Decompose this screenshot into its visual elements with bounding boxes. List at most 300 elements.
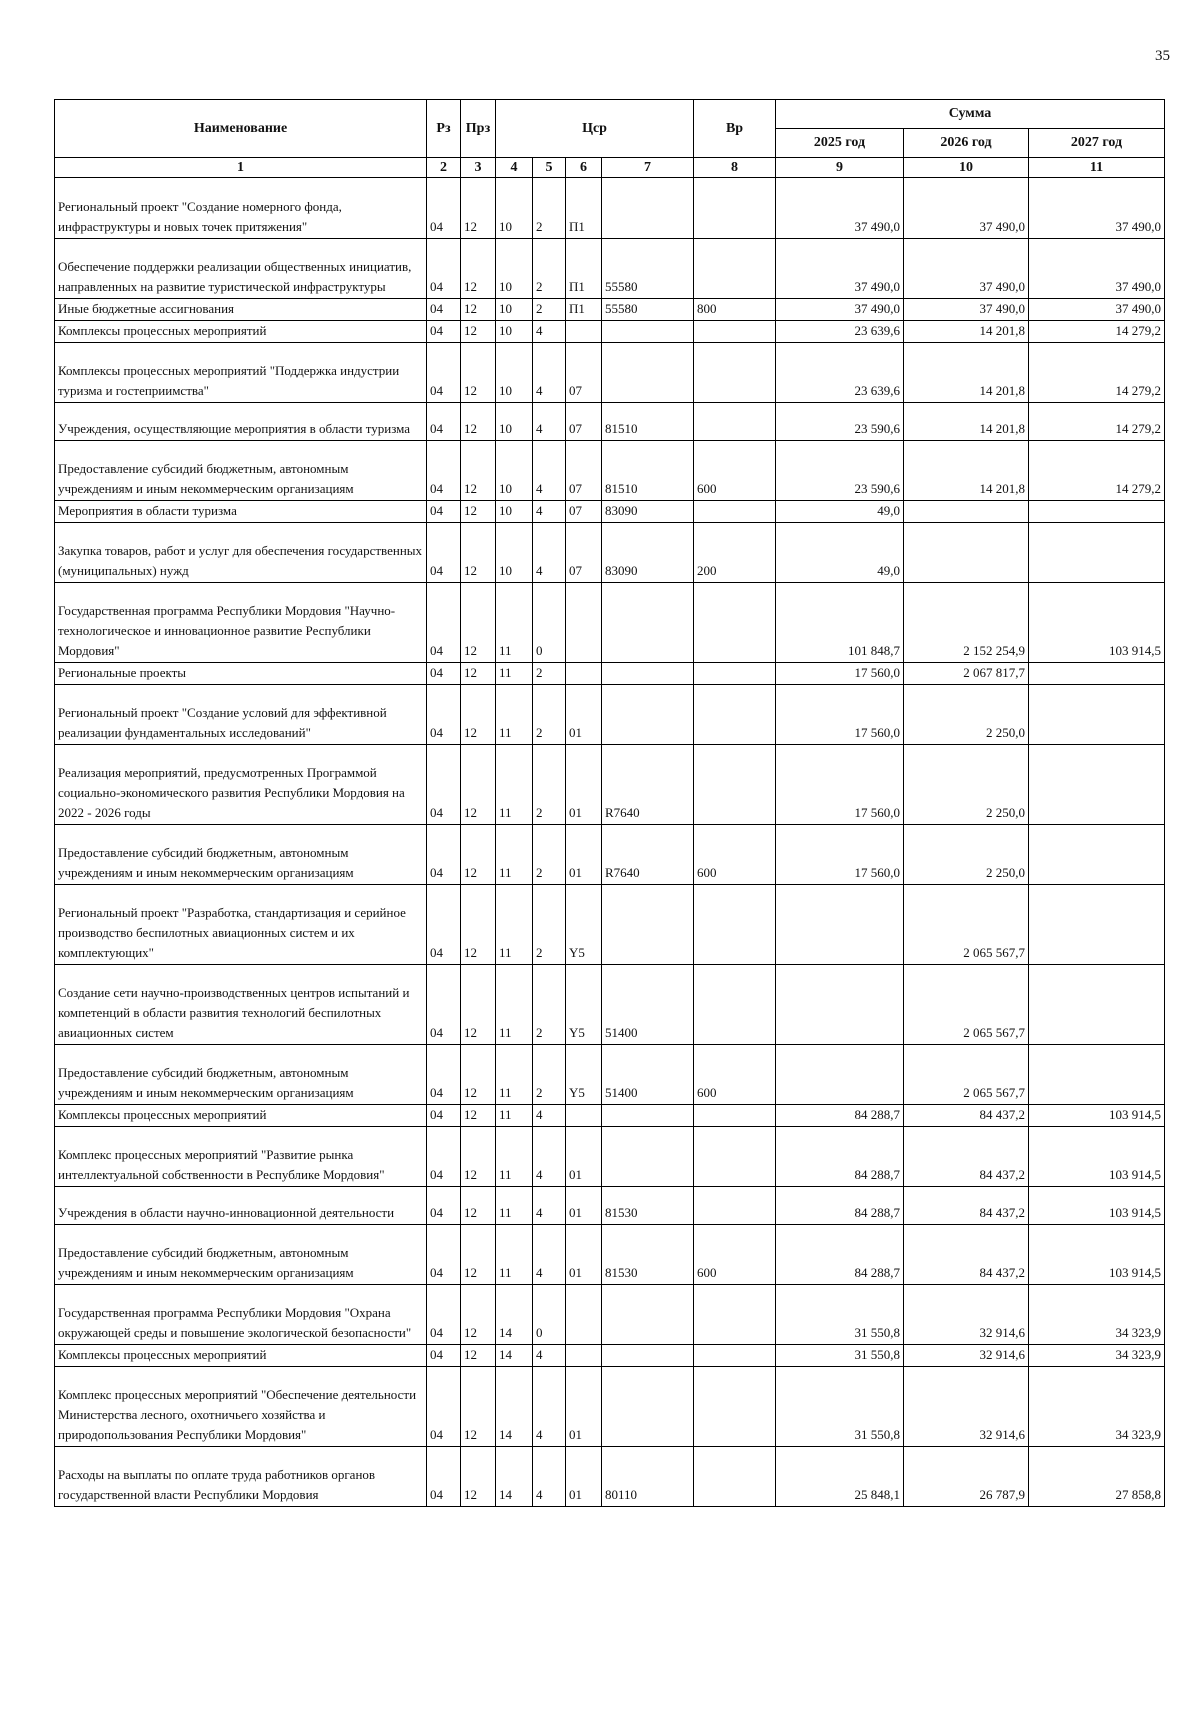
row-prz: 12 bbox=[461, 745, 496, 825]
row-c4: 10 bbox=[496, 403, 533, 441]
row-vr bbox=[694, 745, 776, 825]
row-name: Государственная программа Республики Мордовия "Научно-технологическое и инновационное развитие Республики Мордовия" bbox=[55, 583, 427, 663]
row-y2026: 84 437,2 bbox=[904, 1187, 1029, 1225]
row-c7: 83090 bbox=[602, 501, 694, 523]
row-vr bbox=[694, 965, 776, 1045]
row-c7 bbox=[602, 583, 694, 663]
row-c5: 2 bbox=[533, 685, 566, 745]
row-y2026 bbox=[904, 523, 1029, 583]
row-rz: 04 bbox=[427, 663, 461, 685]
row-y2026: 14 201,8 bbox=[904, 343, 1029, 403]
row-name: Комплексы процессных мероприятий bbox=[55, 1345, 427, 1367]
row-c6: 07 bbox=[566, 523, 602, 583]
row-vr bbox=[694, 1447, 776, 1507]
row-c7: 81530 bbox=[602, 1187, 694, 1225]
row-c6: 01 bbox=[566, 1447, 602, 1507]
row-y2026: 2 065 567,7 bbox=[904, 965, 1029, 1045]
row-name: Предоставление субсидий бюджетным, автономным учреждениям и иным некоммерческим организациям bbox=[55, 441, 427, 501]
row-y2027: 37 490,0 bbox=[1029, 178, 1165, 239]
row-c6: 01 bbox=[566, 745, 602, 825]
row-y2025: 101 848,7 bbox=[776, 583, 904, 663]
row-y2026: 2 152 254,9 bbox=[904, 583, 1029, 663]
row-name: Региональные проекты bbox=[55, 663, 427, 685]
row-vr: 600 bbox=[694, 441, 776, 501]
row-y2027: 14 279,2 bbox=[1029, 321, 1165, 343]
row-prz: 12 bbox=[461, 403, 496, 441]
row-vr: 600 bbox=[694, 825, 776, 885]
row-rz: 04 bbox=[427, 1285, 461, 1345]
table-row bbox=[55, 1285, 1165, 1345]
row-name: Предоставление субсидий бюджетным, автономным учреждениям и иным некоммерческим организациям bbox=[55, 1045, 427, 1105]
row-name: Предоставление субсидий бюджетным, автономным учреждениям и иным некоммерческим организациям bbox=[55, 825, 427, 885]
table-row bbox=[55, 685, 1165, 745]
row-vr: 800 bbox=[694, 299, 776, 321]
row-name: Комплексы процессных мероприятий "Поддержка индустрии туризма и гостеприимства" bbox=[55, 343, 427, 403]
row-y2027 bbox=[1029, 885, 1165, 965]
column-number: 2 bbox=[427, 158, 461, 178]
row-c4: 10 bbox=[496, 321, 533, 343]
row-c4: 14 bbox=[496, 1367, 533, 1447]
row-rz: 04 bbox=[427, 523, 461, 583]
row-c4: 14 bbox=[496, 1285, 533, 1345]
row-y2025: 31 550,8 bbox=[776, 1345, 904, 1367]
row-rz: 04 bbox=[427, 885, 461, 965]
row-y2027: 14 279,2 bbox=[1029, 403, 1165, 441]
row-name: Комплекс процессных мероприятий "Развитие рынка интеллектуальной собственности в Республике Мордовия" bbox=[55, 1127, 427, 1187]
header-year-2027: 2027 год bbox=[1029, 129, 1165, 158]
table-row bbox=[55, 1045, 1165, 1105]
table-row bbox=[55, 321, 1165, 343]
row-y2026: 84 437,2 bbox=[904, 1127, 1029, 1187]
row-rz: 04 bbox=[427, 403, 461, 441]
row-c6: 07 bbox=[566, 403, 602, 441]
row-c7: 81510 bbox=[602, 441, 694, 501]
row-c6 bbox=[566, 1345, 602, 1367]
row-c6: 07 bbox=[566, 343, 602, 403]
table-row bbox=[55, 523, 1165, 583]
row-vr bbox=[694, 583, 776, 663]
row-c6: Y5 bbox=[566, 885, 602, 965]
row-c5: 4 bbox=[533, 1225, 566, 1285]
header-rz: Рз bbox=[427, 100, 461, 158]
row-c7 bbox=[602, 1127, 694, 1187]
row-c5: 2 bbox=[533, 745, 566, 825]
row-prz: 12 bbox=[461, 343, 496, 403]
row-y2025: 23 590,6 bbox=[776, 441, 904, 501]
row-y2026: 84 437,2 bbox=[904, 1105, 1029, 1127]
row-c5: 2 bbox=[533, 825, 566, 885]
row-c5: 4 bbox=[533, 501, 566, 523]
column-number: 7 bbox=[602, 158, 694, 178]
table-body bbox=[55, 178, 1165, 1507]
row-rz: 04 bbox=[427, 1345, 461, 1367]
table-row bbox=[55, 1345, 1165, 1367]
row-y2026: 37 490,0 bbox=[904, 178, 1029, 239]
row-y2025: 37 490,0 bbox=[776, 178, 904, 239]
table-row bbox=[55, 441, 1165, 501]
row-y2026: 37 490,0 bbox=[904, 299, 1029, 321]
row-y2027 bbox=[1029, 1045, 1165, 1105]
row-vr bbox=[694, 663, 776, 685]
row-name: Учреждения, осуществляющие мероприятия в области туризма bbox=[55, 403, 427, 441]
row-c6: Y5 bbox=[566, 1045, 602, 1105]
column-numbers-row bbox=[55, 158, 1165, 178]
row-y2027: 34 323,9 bbox=[1029, 1367, 1165, 1447]
row-name: Реализация мероприятий, предусмотренных Программой социально-экономического развития Республики Мордовия на 2022 - 2026 годы bbox=[55, 745, 427, 825]
row-vr bbox=[694, 343, 776, 403]
row-c4: 11 bbox=[496, 583, 533, 663]
column-number: 1 bbox=[55, 158, 427, 178]
row-y2027 bbox=[1029, 745, 1165, 825]
row-y2026: 2 250,0 bbox=[904, 825, 1029, 885]
table-row bbox=[55, 343, 1165, 403]
row-vr bbox=[694, 1345, 776, 1367]
row-y2027: 103 914,5 bbox=[1029, 1105, 1165, 1127]
row-c4: 10 bbox=[496, 239, 533, 299]
row-c6 bbox=[566, 1105, 602, 1127]
row-y2027 bbox=[1029, 685, 1165, 745]
row-prz: 12 bbox=[461, 1225, 496, 1285]
row-y2027 bbox=[1029, 501, 1165, 523]
row-y2026: 2 065 567,7 bbox=[904, 885, 1029, 965]
row-y2025: 31 550,8 bbox=[776, 1367, 904, 1447]
row-c6: 01 bbox=[566, 1187, 602, 1225]
budget-table bbox=[54, 99, 1165, 1507]
row-c7: 51400 bbox=[602, 965, 694, 1045]
row-c5: 2 bbox=[533, 965, 566, 1045]
table-row bbox=[55, 501, 1165, 523]
row-y2027 bbox=[1029, 663, 1165, 685]
row-prz: 12 bbox=[461, 523, 496, 583]
row-y2026: 32 914,6 bbox=[904, 1345, 1029, 1367]
row-y2025: 25 848,1 bbox=[776, 1447, 904, 1507]
row-rz: 04 bbox=[427, 1225, 461, 1285]
row-y2025: 17 560,0 bbox=[776, 745, 904, 825]
row-y2027: 103 914,5 bbox=[1029, 583, 1165, 663]
row-rz: 04 bbox=[427, 239, 461, 299]
row-c6: П1 bbox=[566, 299, 602, 321]
row-prz: 12 bbox=[461, 1447, 496, 1507]
row-c7: R7640 bbox=[602, 825, 694, 885]
header-prz: Прз bbox=[461, 100, 496, 158]
row-c5: 0 bbox=[533, 1285, 566, 1345]
row-c6: 01 bbox=[566, 825, 602, 885]
row-c7: 81510 bbox=[602, 403, 694, 441]
row-prz: 12 bbox=[461, 1285, 496, 1345]
row-rz: 04 bbox=[427, 501, 461, 523]
row-prz: 12 bbox=[461, 178, 496, 239]
row-vr bbox=[694, 1367, 776, 1447]
row-c6 bbox=[566, 583, 602, 663]
row-rz: 04 bbox=[427, 1367, 461, 1447]
row-y2025: 84 288,7 bbox=[776, 1105, 904, 1127]
row-y2026: 14 201,8 bbox=[904, 403, 1029, 441]
row-c7 bbox=[602, 885, 694, 965]
row-c4: 11 bbox=[496, 663, 533, 685]
column-number: 8 bbox=[694, 158, 776, 178]
row-c6 bbox=[566, 1285, 602, 1345]
row-name: Комплекс процессных мероприятий "Обеспечение деятельности Министерства лесного, охотничьего хозяйства и природопользования Республики Мордовия" bbox=[55, 1367, 427, 1447]
row-c5: 4 bbox=[533, 1127, 566, 1187]
row-c7 bbox=[602, 685, 694, 745]
header-csr: Цср bbox=[496, 100, 694, 158]
row-name: Расходы на выплаты по оплате труда работников органов государственной власти Республики Мордовия bbox=[55, 1447, 427, 1507]
row-rz: 04 bbox=[427, 299, 461, 321]
row-vr bbox=[694, 501, 776, 523]
row-y2027: 34 323,9 bbox=[1029, 1285, 1165, 1345]
row-c7 bbox=[602, 178, 694, 239]
row-name: Региональный проект "Разработка, стандартизация и серийное производство беспилотных авиационных систем и их комплектующих" bbox=[55, 885, 427, 965]
row-c7: R7640 bbox=[602, 745, 694, 825]
row-vr: 200 bbox=[694, 523, 776, 583]
row-c4: 10 bbox=[496, 523, 533, 583]
row-name: Комплексы процессных мероприятий bbox=[55, 1105, 427, 1127]
row-prz: 12 bbox=[461, 583, 496, 663]
row-c5: 4 bbox=[533, 403, 566, 441]
row-prz: 12 bbox=[461, 441, 496, 501]
row-rz: 04 bbox=[427, 321, 461, 343]
row-y2027: 14 279,2 bbox=[1029, 343, 1165, 403]
row-name: Обеспечение поддержки реализации общественных инициатив, направленных на развитие туристической инфраструктуры bbox=[55, 239, 427, 299]
row-prz: 12 bbox=[461, 1345, 496, 1367]
table-row bbox=[55, 1367, 1165, 1447]
row-prz: 12 bbox=[461, 501, 496, 523]
row-y2025: 84 288,7 bbox=[776, 1127, 904, 1187]
row-y2026: 2 067 817,7 bbox=[904, 663, 1029, 685]
row-prz: 12 bbox=[461, 1187, 496, 1225]
row-c4: 11 bbox=[496, 825, 533, 885]
row-y2025: 17 560,0 bbox=[776, 685, 904, 745]
row-c7: 51400 bbox=[602, 1045, 694, 1105]
row-y2025: 84 288,7 bbox=[776, 1225, 904, 1285]
row-rz: 04 bbox=[427, 745, 461, 825]
row-rz: 04 bbox=[427, 1447, 461, 1507]
header-year-2026: 2026 год bbox=[904, 129, 1029, 158]
row-prz: 12 bbox=[461, 825, 496, 885]
row-vr bbox=[694, 403, 776, 441]
row-y2025: 23 639,6 bbox=[776, 321, 904, 343]
row-c5: 4 bbox=[533, 1187, 566, 1225]
row-c6: 07 bbox=[566, 501, 602, 523]
row-rz: 04 bbox=[427, 343, 461, 403]
row-y2025: 49,0 bbox=[776, 501, 904, 523]
row-c4: 11 bbox=[496, 685, 533, 745]
row-y2026: 26 787,9 bbox=[904, 1447, 1029, 1507]
row-name: Закупка товаров, работ и услуг для обеспечения государственных (муниципальных) нужд bbox=[55, 523, 427, 583]
table-row bbox=[55, 178, 1165, 239]
row-vr bbox=[694, 239, 776, 299]
row-y2025: 31 550,8 bbox=[776, 1285, 904, 1345]
row-c5: 2 bbox=[533, 299, 566, 321]
row-c7 bbox=[602, 1105, 694, 1127]
header-year-2025: 2025 год bbox=[776, 129, 904, 158]
column-number: 5 bbox=[533, 158, 566, 178]
row-name: Учреждения в области научно-инновационной деятельности bbox=[55, 1187, 427, 1225]
header-sum: Сумма bbox=[776, 100, 1165, 129]
row-c7 bbox=[602, 1345, 694, 1367]
column-number: 4 bbox=[496, 158, 533, 178]
table-row bbox=[55, 583, 1165, 663]
row-c6: 01 bbox=[566, 1367, 602, 1447]
row-vr bbox=[694, 1285, 776, 1345]
column-number: 3 bbox=[461, 158, 496, 178]
table-row bbox=[55, 965, 1165, 1045]
header-vr: Вр bbox=[694, 100, 776, 158]
row-c4: 10 bbox=[496, 178, 533, 239]
row-c4: 11 bbox=[496, 1187, 533, 1225]
column-number: 9 bbox=[776, 158, 904, 178]
page-number: 35 bbox=[1155, 48, 1170, 64]
row-y2026: 32 914,6 bbox=[904, 1285, 1029, 1345]
row-y2027 bbox=[1029, 825, 1165, 885]
row-prz: 12 bbox=[461, 663, 496, 685]
table-row bbox=[55, 745, 1165, 825]
row-c6 bbox=[566, 321, 602, 343]
row-c5: 4 bbox=[533, 321, 566, 343]
row-c4: 10 bbox=[496, 441, 533, 501]
row-c4: 11 bbox=[496, 1127, 533, 1187]
row-y2027: 37 490,0 bbox=[1029, 239, 1165, 299]
row-c5: 2 bbox=[533, 663, 566, 685]
row-y2026: 2 065 567,7 bbox=[904, 1045, 1029, 1105]
row-name: Иные бюджетные ассигнования bbox=[55, 299, 427, 321]
row-y2025: 37 490,0 bbox=[776, 299, 904, 321]
row-y2025 bbox=[776, 1045, 904, 1105]
row-rz: 04 bbox=[427, 1187, 461, 1225]
row-name: Региональный проект "Создание номерного фонда, инфраструктуры и новых точек притяжения" bbox=[55, 178, 427, 239]
row-c6: П1 bbox=[566, 239, 602, 299]
row-c6: 01 bbox=[566, 1225, 602, 1285]
table-row bbox=[55, 1105, 1165, 1127]
table-row bbox=[55, 663, 1165, 685]
row-c5: 2 bbox=[533, 1045, 566, 1105]
row-y2027: 103 914,5 bbox=[1029, 1187, 1165, 1225]
row-rz: 04 bbox=[427, 583, 461, 663]
row-c7: 83090 bbox=[602, 523, 694, 583]
row-y2026: 37 490,0 bbox=[904, 239, 1029, 299]
row-c7: 81530 bbox=[602, 1225, 694, 1285]
row-y2027: 103 914,5 bbox=[1029, 1225, 1165, 1285]
row-c5: 2 bbox=[533, 885, 566, 965]
row-y2026: 84 437,2 bbox=[904, 1225, 1029, 1285]
row-y2026: 32 914,6 bbox=[904, 1367, 1029, 1447]
row-y2027: 103 914,5 bbox=[1029, 1127, 1165, 1187]
row-vr bbox=[694, 1105, 776, 1127]
row-y2026: 14 201,8 bbox=[904, 321, 1029, 343]
table-row bbox=[55, 1447, 1165, 1507]
table-row bbox=[55, 239, 1165, 299]
row-c4: 14 bbox=[496, 1345, 533, 1367]
row-c6: 07 bbox=[566, 441, 602, 501]
row-name: Предоставление субсидий бюджетным, автономным учреждениям и иным некоммерческим организациям bbox=[55, 1225, 427, 1285]
row-c6 bbox=[566, 663, 602, 685]
row-y2025: 17 560,0 bbox=[776, 663, 904, 685]
row-y2025: 37 490,0 bbox=[776, 239, 904, 299]
row-c5: 4 bbox=[533, 1447, 566, 1507]
row-c6: Y5 bbox=[566, 965, 602, 1045]
row-y2025: 84 288,7 bbox=[776, 1187, 904, 1225]
row-c5: 4 bbox=[533, 1105, 566, 1127]
row-y2025: 23 639,6 bbox=[776, 343, 904, 403]
row-vr bbox=[694, 1187, 776, 1225]
row-name: Комплексы процессных мероприятий bbox=[55, 321, 427, 343]
row-vr bbox=[694, 1127, 776, 1187]
row-vr bbox=[694, 321, 776, 343]
row-rz: 04 bbox=[427, 685, 461, 745]
row-c4: 14 bbox=[496, 1447, 533, 1507]
row-prz: 12 bbox=[461, 1367, 496, 1447]
row-c4: 11 bbox=[496, 1105, 533, 1127]
row-c4: 11 bbox=[496, 1045, 533, 1105]
row-c7: 55580 bbox=[602, 299, 694, 321]
row-c5: 4 bbox=[533, 1345, 566, 1367]
row-c6: П1 bbox=[566, 178, 602, 239]
row-c5: 4 bbox=[533, 1367, 566, 1447]
row-y2025 bbox=[776, 885, 904, 965]
row-c7 bbox=[602, 1367, 694, 1447]
row-prz: 12 bbox=[461, 239, 496, 299]
row-c7 bbox=[602, 663, 694, 685]
row-c4: 11 bbox=[496, 885, 533, 965]
row-rz: 04 bbox=[427, 965, 461, 1045]
row-c4: 11 bbox=[496, 1225, 533, 1285]
row-rz: 04 bbox=[427, 1105, 461, 1127]
row-vr: 600 bbox=[694, 1225, 776, 1285]
row-c5: 4 bbox=[533, 441, 566, 501]
row-c4: 10 bbox=[496, 343, 533, 403]
row-prz: 12 bbox=[461, 1105, 496, 1127]
row-c7: 80110 bbox=[602, 1447, 694, 1507]
row-c7: 55580 bbox=[602, 239, 694, 299]
row-y2027: 27 858,8 bbox=[1029, 1447, 1165, 1507]
row-y2025: 23 590,6 bbox=[776, 403, 904, 441]
row-prz: 12 bbox=[461, 685, 496, 745]
table-row bbox=[55, 1225, 1165, 1285]
row-rz: 04 bbox=[427, 1127, 461, 1187]
row-rz: 04 bbox=[427, 178, 461, 239]
row-c6: 01 bbox=[566, 685, 602, 745]
table-row bbox=[55, 299, 1165, 321]
column-number: 11 bbox=[1029, 158, 1165, 178]
row-c5: 4 bbox=[533, 343, 566, 403]
table-row bbox=[55, 885, 1165, 965]
row-vr bbox=[694, 178, 776, 239]
row-y2027 bbox=[1029, 523, 1165, 583]
row-y2025: 17 560,0 bbox=[776, 825, 904, 885]
row-c5: 0 bbox=[533, 583, 566, 663]
row-prz: 12 bbox=[461, 321, 496, 343]
row-name: Мероприятия в области туризма bbox=[55, 501, 427, 523]
row-c7 bbox=[602, 343, 694, 403]
table-row bbox=[55, 825, 1165, 885]
row-name: Создание сети научно-производственных центров испытаний и компетенций в области развития технологий беспилотных авиационных систем bbox=[55, 965, 427, 1045]
row-c4: 11 bbox=[496, 965, 533, 1045]
column-number: 6 bbox=[566, 158, 602, 178]
row-y2026: 14 201,8 bbox=[904, 441, 1029, 501]
row-rz: 04 bbox=[427, 441, 461, 501]
row-y2027: 34 323,9 bbox=[1029, 1345, 1165, 1367]
column-number: 10 bbox=[904, 158, 1029, 178]
row-y2027: 14 279,2 bbox=[1029, 441, 1165, 501]
row-c4: 10 bbox=[496, 299, 533, 321]
row-rz: 04 bbox=[427, 1045, 461, 1105]
row-c7 bbox=[602, 1285, 694, 1345]
row-prz: 12 bbox=[461, 1127, 496, 1187]
row-y2027: 37 490,0 bbox=[1029, 299, 1165, 321]
table-row bbox=[55, 1187, 1165, 1225]
row-prz: 12 bbox=[461, 885, 496, 965]
row-c7 bbox=[602, 321, 694, 343]
